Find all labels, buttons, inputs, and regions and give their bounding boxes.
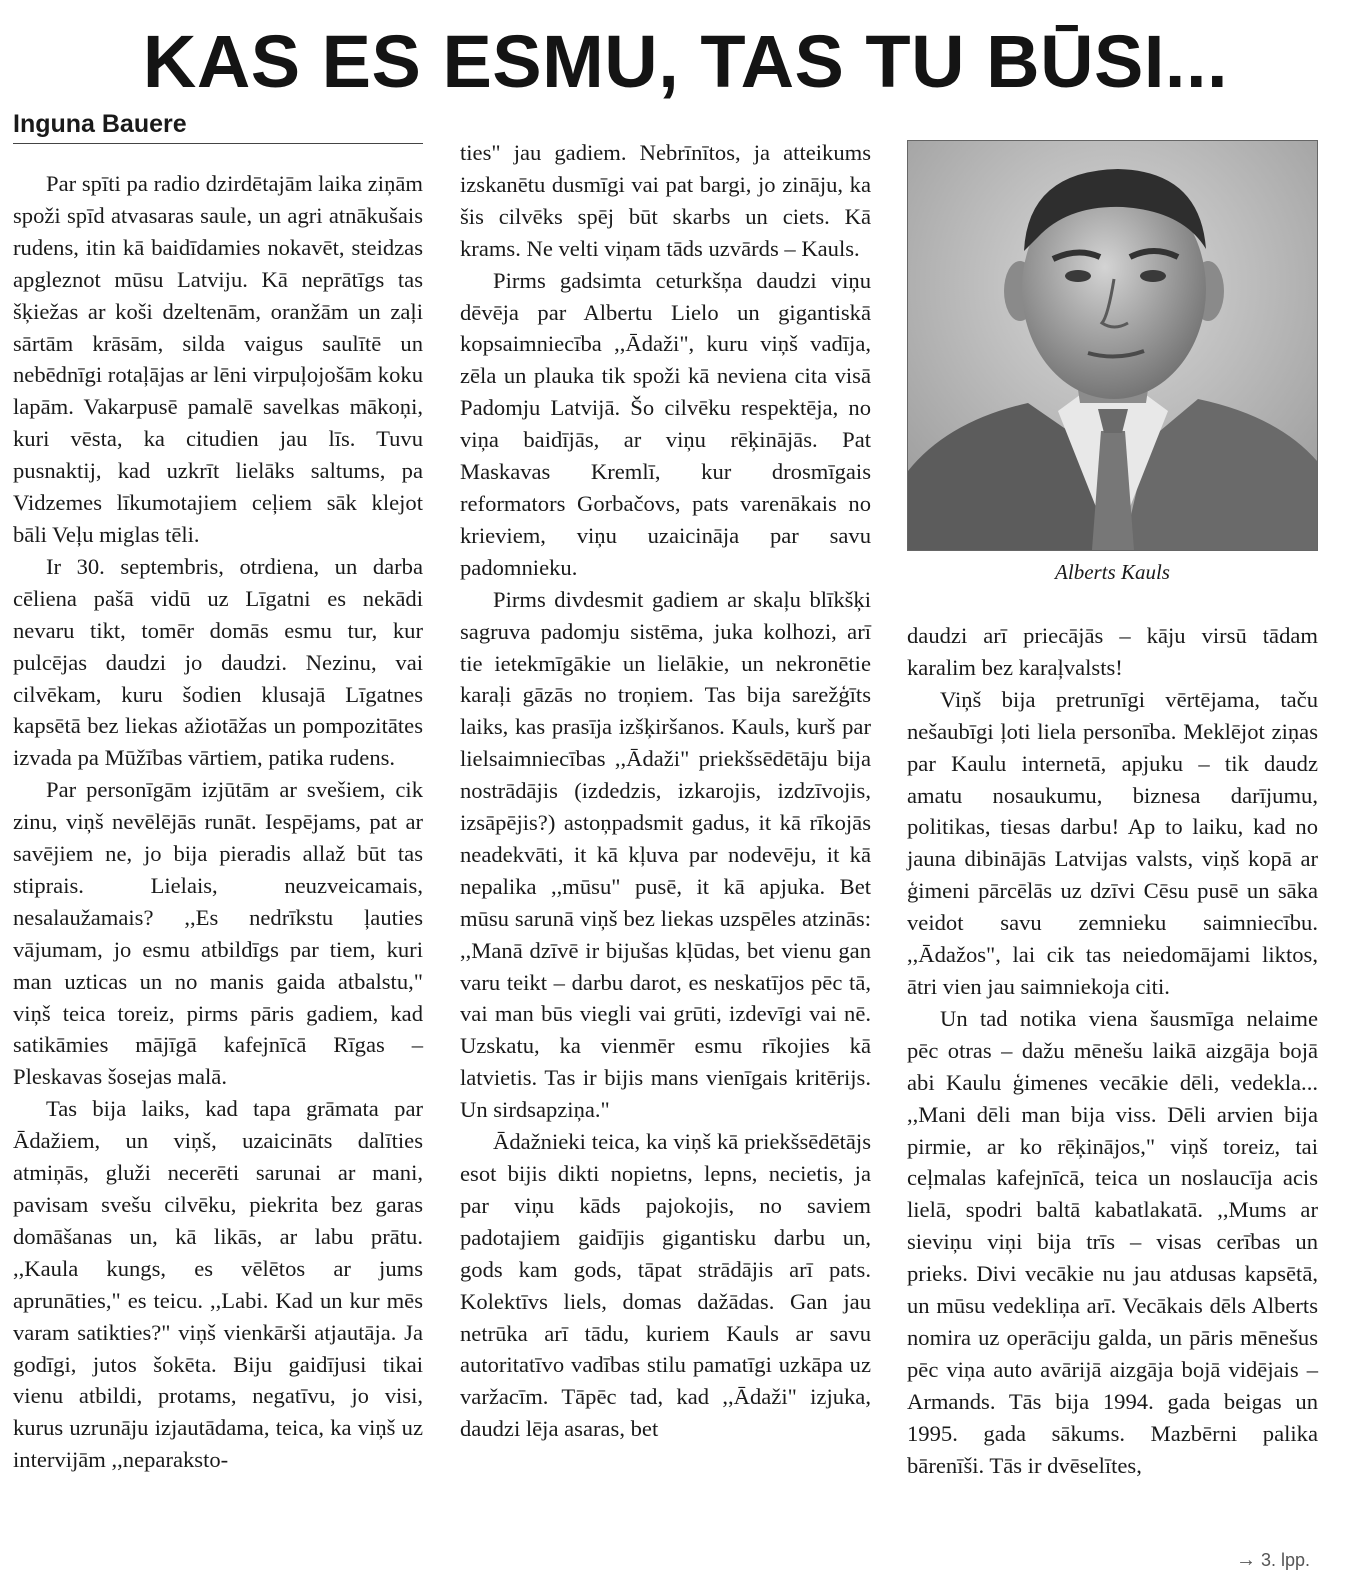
paragraph: Un tad notika viena šausmīga nelaime pēc otras – dažu mēnešu laikā aizgāja bojā abi Kaulu ģimenes vecākie dēli, vedekla... ,,Mani dēli man bija viss. Dēli arvien bija pirmie, ar ko rēķinājos," viņš toreiz, tai ceļmalas kafejnīcā, teica un noslaucīja acis lielā, spodri baltā kabatlakatā. ,,Mums ar sieviņu viņi bija trīs – visas cerības un prieks. Divi vecākie nu jau atdusas kapsētā, un mūsu vedekliņa arī. Vecākais dēls Alberts nomira uz operāciju galda, un pāris mēnešus pēc viņa auto avārijā aizgāja bojā vidējais – Armands. Tās bija 1994. gada beigas un 1995. gada sākums. Mazbērni palika bārenīši. Tās ir dvēselītes, xyxy=(907,1005,1318,1478)
continued-page: 3. lpp. xyxy=(1261,1550,1311,1570)
paragraph: daudzi arī priecājās – kāju virsū tādam karalim bez karaļvalsts! xyxy=(907,623,1318,680)
paragraph: Tas bija laiks, kad tapa grāmata par Ādažiem, un viņš, uzaicināts dalīties atmiņās, gluži necerēti sarunai ar mani, pavisam svešu cilvēku, piekrita bez garas domāšanas un, kā likās, ar labu prātu. ,,Kaula kungs, es vēlētos ar jums aprunāties," es teicu. ,,Labi. Kad un kur mēs varam satikties?" viņš vienkārši atjautāja. Ja godīgi, jutos šokēta. Biju gaidījusi tikai vienu atbildi, protams, negatīvu, jo visi, kurus uzrunāju izjautādama, teica, ka viņš uz intervijām ,,neparaksto- xyxy=(13,1096,423,1473)
paragraph: ties" jau gadiem. Nebrīnītos, ja atteikums izskanētu dusmīgi vai pat bargi, jo zināju, ka šis cilvēks spēj būt skarbs un ciets. Kā krams. Ne velti viņam tāds uzvārds – Kauls. xyxy=(460,140,871,261)
author-byline: Inguna Bauere xyxy=(13,108,423,144)
paragraph: Par personīgām izjūtām ar svešiem, cik zinu, viņš nevēlējās runāt. Iespējams, pat ar savējiem ne, jo bija pieradis allaž būt tas stiprais. Lielais, neuzveicamais, nesalaužamais? ,,Es nedrīkstu ļauties vājumam, jo esmu atbildīgs par tiem, kuri man uzticas un no manis gaida atbalstu," viņš teica toreiz, pirms pāris gadiem, kad satikāmies mājīgā kafejnīcā Rīgas – Pleskavas šosejas malā. xyxy=(13,777,423,1090)
paragraph: Ir 30. septembris, otrdiena, un darba cēliena pašā vidū uz Līgatni es nekādi nevaru tikt, tomēr domās esmu tur, kur pulcējas daudzi jo daudzi. Nezinu, vai cilvēkam, kuru šodien klusajā Līgatnes kapsētā bez liekas ažiotāžas un pompozitātes izvada pa Mūžības vārtiem, patika rudens. xyxy=(13,553,423,771)
portrait-photo xyxy=(907,140,1318,551)
continued-reference xyxy=(1236,1547,1310,1573)
paragraph: Ādažnieki teica, ka viņš kā priekšsēdētājs esot bijis dikti nopietns, lepns, necietis, ja par viņu kāds pajokojis, no saviem padotajiem gaidījis gigantisku darbu un, gods kam gods, tāpat strādājis arī pats. Kolektīvs liels, domas dažādas. Gan jau netrūka arī tādu, kuriem Kauls ar savu autoritatīvo vadības stilu pamatīgi uzkāpa uz varžacīm. Tāpēc tad, kad ,,Ādaži" izjuka, daudzi lēja asaras, bet xyxy=(460,1129,871,1442)
portrait-illustration xyxy=(908,141,1317,550)
paragraph: Pirms divdesmit gadiem ar skaļu blīkšķi sagruva padomju sistēma, juka kolhozi, arī tie ietekmīgākie un lielākie, un nekronētie karaļi gāzās no troņiem. Tas bija sarežģīts laiks, kas prasīja izšķiršanos. Kauls, kurš par lielsaimniecības ,,Ādaži" priekšsēdētāju bija nostrādājis (izdedzis, izkarojis, izdzīvojis, izsāpējis?) astoņpadsmit gadus, it kā rīkojās neadekvāti, it kā kļuva par nodevēju, it kā nepalika ,,mūsu" pusē, it kā apjuka. Bet mūsu sarunā viņš bez liekas uzspēles atzinās: ,,Manā dzīvē ir bijušas kļūdas, bet vienu gan varu teikt – darbu darot, es neskatījos pēc tā, vai man būs viegli vai grūti, izdevīgi vai nē. Uzskatu, ka vienmēr esmu rīkojies kā latvietis. Tas ir bijis mans vienīgais kritērijs. Un sirdsapziņa." xyxy=(460,586,871,1123)
arrow-right-icon: → xyxy=(1236,1549,1256,1571)
text-column-2 xyxy=(460,137,871,1445)
headline: KAS ES ESMU, TAS TU BŪSI... xyxy=(142,20,1229,103)
text-column-3 xyxy=(907,620,1318,1481)
paragraph: Par spīti pa radio dzirdētajām laika ziņām spoži spīd atvasaras saule, un agri atnākušais rudens, itin kā baidīdamies nokavēt, steidzas apgleznot mūsu Latviju. Kā neprātīgs tas šķiežas ar koši dzeltenām, oranžām un zaļi sārtām krāsām, silda vaigus saulītē un nebēdnīgi rotaļājas ar lēni virpuļojošām koku lapām. Vakarpusē pamalē savelkas mākoņi, kuri vēsta, ka citudien jau līs. Tuvu pusnaktij, kad uzkrīt lielāks saltums, pa Vidzemes līkumotajiem ceļiem sāk klejot bāli Veļu miglas tēli. xyxy=(13,171,423,547)
text-column-1 xyxy=(13,168,423,1476)
photo-caption: Alberts Kauls xyxy=(1055,560,1170,584)
paragraph: Viņš bija pretrunīgi vērtējama, taču nešaubīgi ļoti liela personība. Meklējot ziņas par Kaulu internetā, apjuku – tik daudz amatu nosaukumu, biznesa darījumu, politikas, tiesas darbu! Ap to laiku, kad no jauna dibinājās Latvijas valsts, viņš kopā ar ģimeni pārcēlās uz dzīvi Cēsu pusē un sāka veidot savu zemnieku saimniecību. ,,Ādažos", lai cik tas neiedomājami liktos, ātri vien jau saimniekoja citi. xyxy=(907,686,1318,999)
paragraph: Pirms gadsimta ceturkšņa daudzi viņu dēvēja par Albertu Lielo un gigantiskā kopsaimniecība ,,Ādaži", kuru viņš vadīja, zēla un plauka tik spoži kā neviena cita visā Padomju Latvijā. Šo cilvēku respektēja, no viņa baidījās, ar viņu rēķinājās. Pat Maskavas Kremlī, kur drosmīgais reformators Gorbačovs, pats varenākais no krieviem, viņu uzaicināja par savu padomnieku. xyxy=(460,267,871,580)
